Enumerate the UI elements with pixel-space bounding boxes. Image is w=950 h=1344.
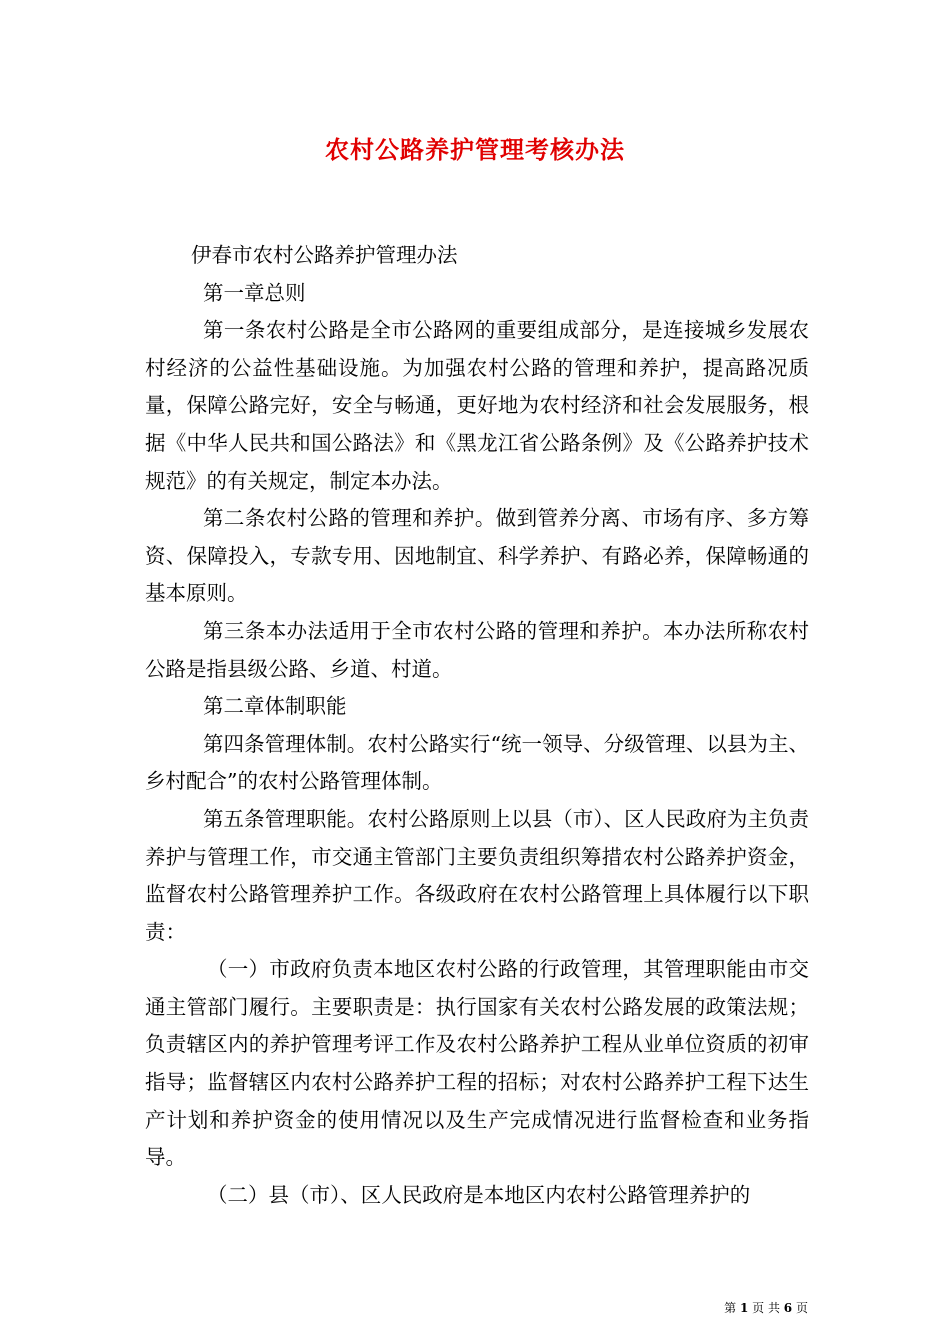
article-paragraph: 第二条农村公路的管理和养护。做到管养分离、市场有序、多方筹资、保障投入，专款专用、因地制宜、科学养护、有路必养，保障畅通的基本原则。 (145, 506, 809, 606)
chapter-heading: 第一章总则 (203, 280, 306, 305)
document-title: 农村公路养护管理考核办法 (325, 135, 625, 164)
list-item-paragraph: （二）县（市）、区人民政府是本地区内农村公路管理养护的 (207, 1182, 751, 1207)
footer-suffix: 页 (795, 1301, 808, 1315)
article-paragraph: 第一条农村公路是全市公路网的重要组成部分，是连接城乡发展农村经济的公益性基础设施。为加强农村公路的管理和养护，提高路况质量，保障公路完好，安全与畅通，更好地为农村经济和社会发展服务，根据《中华人民共和国公路法》和《黑龙江省公路条例》及《公路养护技术规范》的有关规定，制定本办法。 (145, 318, 809, 493)
article-paragraph: 第四条管理体制。农村公路实行“统一领导、分级管理、以县为主、乡村配合”的农村公路管理体制。 (145, 731, 809, 794)
footer-total-pages: 6 (783, 1301, 793, 1315)
page-footer (0, 1300, 808, 1316)
chapter-heading: 第二章体制职能 (203, 694, 347, 719)
list-item-paragraph: （一）市政府负责本地区农村公路的行政管理，其管理职能由市交通主管部门履行。主要职责是：执行国家有关农村公路发展的政策法规；负责辖区内的养护管理考评工作及农村公路养护工程从业单位资质的初审指导；监督辖区内农村公路养护工程的招标；对农村公路养护工程下达生产计划和养护资金的使用情况以及生产完成情况进行监督检查和业务指导。 (145, 957, 809, 1170)
footer-middle: 页 共 (752, 1301, 780, 1315)
footer-prefix: 第 (724, 1301, 737, 1315)
article-paragraph: 第五条管理职能。农村公路原则上以县（市）、区人民政府为主负责养护与管理工作，市交通主管部门主要负责组织筹措农村公路养护资金，监督农村公路管理养护工作。各级政府在农村公路管理上具体履行以下职责： (145, 806, 809, 944)
document-body (145, 237, 809, 1214)
document-subtitle: 伊春市农村公路养护管理办法 (191, 243, 458, 267)
footer-page-number: 1 (739, 1301, 749, 1315)
article-paragraph: 第三条本办法适用于全市农村公路的管理和养护。本办法所称农村公路是指县级公路、乡道、村道。 (145, 618, 809, 681)
